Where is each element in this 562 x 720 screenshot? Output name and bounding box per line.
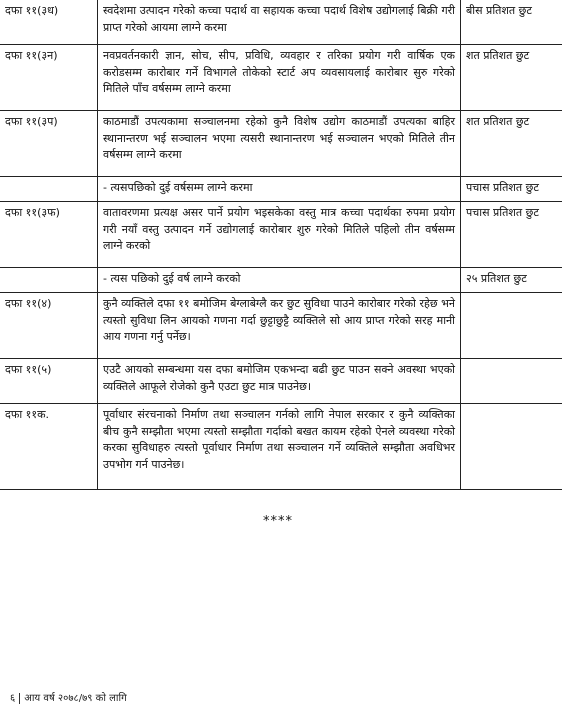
table-row xyxy=(0,202,562,268)
description-cell: कुनै व्यक्तिले दफा ११ बमोजिम बेग्लाबेग्लै कर छुट सुविधा पाउने कारोबार गरेको रहेछ भने त्यस्तो सुविधा लिन आयको गणना गर्दा छुट्टाछुट्टै व्यक्तिले सो आय प्राप्त गरेको सरह मानी आय गणना गर्नु पर्नेछ। xyxy=(98,293,461,359)
description-cell: - त्यस पछिको दुई वर्ष लाग्ने करको xyxy=(98,268,461,293)
table-row xyxy=(0,268,562,293)
table-row xyxy=(0,177,562,202)
exemption-rate-cell xyxy=(461,404,562,490)
section-cell: दफा ११(३न) xyxy=(0,45,98,111)
exemption-rate-cell: पचास प्रतिशत छुट xyxy=(461,202,562,268)
section-cell xyxy=(0,268,98,293)
description-cell: काठमाडौं उपत्यकामा सञ्चालनमा रहेको कुनै विशेष उद्योग काठमाडौं उपत्यका बाहिर स्थानान्तरण भई सञ्चालन भएमा त्यसरी स्थानान्तरण भई सञ्चालन भएको मितिले तीन वर्षसम्म लाग्ने करमा xyxy=(98,111,461,177)
section-cell: दफा ११(४) xyxy=(0,293,98,359)
footer-text: आय वर्ष २०७८/७९ को लागि xyxy=(24,693,127,704)
section-cell: दफा ११(३ध) xyxy=(0,0,98,45)
section-cell: दफा ११(३प) xyxy=(0,111,98,177)
description-cell: वातावरणमा प्रत्यक्ष असर पार्ने प्रयोग भइसकेका वस्तु मात्र कच्चा पदार्थका रुपमा प्रयोग गरी नयाँ वस्तु उत्पादन गर्ने उद्योगलाई कारोबार शुरु गरेको मितिले पहिलो तीन वर्षसम्म लाग्ने करको xyxy=(98,202,461,268)
description-cell: नवप्रवर्तनकारी ज्ञान, सोच, सीप, प्रविधि, व्यवहार र तरिका प्रयोग गरी वार्षिक एक करोडसम्म कारोबार गर्ने विभागले तोकेको स्टार्ट अप व्यवसायलाई कारोबार सुरु गरेको मितिले पाँच वर्षसम्म लाग्ने करमा xyxy=(98,45,461,111)
section-cell xyxy=(0,177,98,202)
page-footer xyxy=(10,690,127,704)
table-row xyxy=(0,359,562,404)
description-cell: पूर्वाधार संरचनाको निर्माण तथा सञ्चालन गर्नको लागि नेपाल सरकार र कुनै व्यक्तिका बीच कुनै सम्झौता भएमा त्यस्तो सम्झौता गर्दाको बखत कायम रहेको ऐनले व्यवस्था गरेको करका सुविधाहरु त्यस्तो पूर्वाधार निर्माण तथा सञ्चालन गर्ने व्यक्तिले सम्झौता अवधिभर उपभोग गर्न पाउनेछ। xyxy=(98,404,461,490)
exemption-rate-cell: बीस प्रतिशत छुट xyxy=(461,0,562,45)
description-cell: स्वदेशमा उत्पादन गरेको कच्चा पदार्थ वा सहायक कच्चा पदार्थ विशेष उद्योगलाई बिक्री गरी प्राप्त गरेको आयमा लाग्ने करमा xyxy=(98,0,461,45)
exemption-rate-cell xyxy=(461,359,562,404)
exemption-rate-cell: पचास प्रतिशत छुट xyxy=(461,177,562,202)
table-row xyxy=(0,0,562,45)
table-row xyxy=(0,45,562,111)
table-row xyxy=(0,111,562,177)
description-cell: - त्यसपछिको दुई वर्षसम्म लाग्ने करमा xyxy=(98,177,461,202)
description-cell: एउटै आयको सम्बन्धमा यस दफा बमोजिम एकभन्दा बढी छुट पाउन सक्ने अवस्था भएको व्यक्तिले आफूले रोजेको कुनै एउटा छुट मात्र पाउनेछ। xyxy=(98,359,461,404)
page-number: ६ xyxy=(10,693,20,704)
table-row xyxy=(0,293,562,359)
section-cell: दफा ११(३फ) xyxy=(0,202,98,268)
section-cell: दफा ११क. xyxy=(0,404,98,490)
section-separator: **** xyxy=(263,514,293,529)
table-row xyxy=(0,404,562,490)
section-cell: दफा ११(५) xyxy=(0,359,98,404)
exemption-rate-cell xyxy=(461,293,562,359)
exemption-rate-cell: शत प्रतिशत छुट xyxy=(461,45,562,111)
exemption-rate-cell: २५ प्रतिशत छुट xyxy=(461,268,562,293)
exemption-rate-cell: शत प्रतिशत छुट xyxy=(461,111,562,177)
